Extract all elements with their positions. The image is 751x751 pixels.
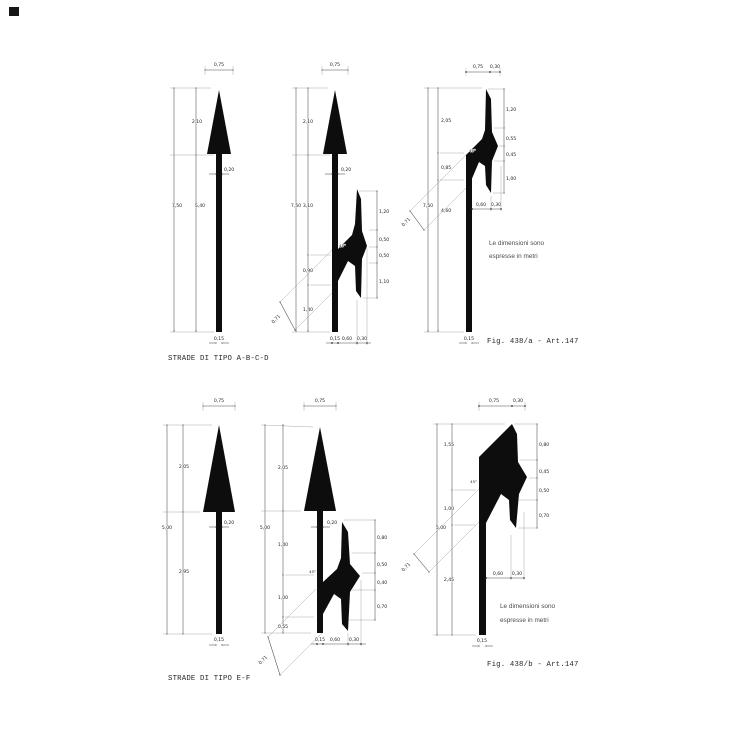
dim-label: 0,75 <box>314 399 326 404</box>
figure-a-caption: Fig. 438/a - Art.147 <box>487 338 579 346</box>
arrow-shaft <box>216 154 222 332</box>
dim-label: 0,55 <box>506 137 517 142</box>
dim-label: 0,50 <box>379 238 390 243</box>
branch-arrow-head <box>323 522 360 631</box>
dim-label: 1,20 <box>506 108 517 113</box>
dim-label: 0,50 <box>377 563 388 568</box>
dim-label: 0,60 <box>341 337 353 342</box>
dim-label: 0,20 <box>327 521 338 526</box>
dim-label: 4,60 <box>441 209 452 214</box>
dim-label: 0,50 <box>539 489 550 494</box>
dim-label: 5,00 <box>259 526 271 531</box>
dim-label: 0,60 <box>492 572 504 577</box>
bent-arrow-head <box>479 424 527 528</box>
dim-label: 0,71 <box>401 562 413 574</box>
dim-label: 5,00 <box>435 526 447 531</box>
angle-label: 45° <box>469 148 476 153</box>
dim-label: 0,75 <box>213 63 225 68</box>
angle-label: 45° <box>470 479 477 484</box>
dim-label: 3,10 <box>302 204 314 209</box>
dim-label: 2,95 <box>178 570 190 575</box>
dim-label: 0,15 <box>329 337 341 342</box>
dim-label: 1,00 <box>277 596 289 601</box>
dim-label: 0,60 <box>329 638 341 643</box>
dim-label: 2,05 <box>441 119 452 124</box>
dim-label: 0,55 <box>277 625 289 630</box>
dim-label: 2,45 <box>443 578 455 583</box>
dim-label: 0,80 <box>539 443 550 448</box>
dim-label: 0,85 <box>441 166 452 171</box>
dim-label: 0,60 <box>475 203 487 208</box>
dim-label: 2,10 <box>191 120 203 125</box>
dim-label: 5,40 <box>194 204 206 209</box>
section-a-title: STRADE DI TIPO A-B-C-D <box>168 355 269 363</box>
dim-label: 7,50 <box>422 204 434 209</box>
dim-label: 0,80 <box>377 536 388 541</box>
arrow-head <box>207 90 231 154</box>
arrow-shaft <box>317 511 323 633</box>
dim-label: 0,71 <box>258 655 270 667</box>
dim-label: 0,30 <box>511 572 523 577</box>
arrow-shaft <box>216 512 222 634</box>
dim-label: 1,20 <box>379 210 390 215</box>
units-note-line1: Le dimensioni sono <box>500 603 556 610</box>
dim-label: 0,75 <box>488 399 500 404</box>
dim-label: 0,45 <box>539 470 550 475</box>
fig-a-straight-arrow <box>170 62 234 343</box>
dim-label: 0,75 <box>329 63 341 68</box>
section-b-title: STRADE DI TIPO E-F <box>168 675 251 683</box>
dim-label: 0,30 <box>348 638 360 643</box>
figure-b-caption: Fig. 438/b - Art.147 <box>487 661 579 669</box>
dim-label: 0,90 <box>302 269 314 274</box>
bent-arrow-head <box>466 89 498 193</box>
dim-label: 0,75 <box>472 65 484 70</box>
dim-label: 1,00 <box>506 177 517 182</box>
arrow-shaft <box>332 154 338 332</box>
dim-label: 0,15 <box>314 638 326 643</box>
dim-label: 0,15 <box>476 639 488 644</box>
dim-label: 0,40 <box>377 581 388 586</box>
dim-label: 0,70 <box>539 514 550 519</box>
dim-label: 0,71 <box>271 314 283 326</box>
dim-label: 0,15 <box>213 337 225 342</box>
angle-label: 45° <box>339 243 346 248</box>
dim-label: 1,10 <box>379 280 390 285</box>
arrow-head <box>323 90 347 154</box>
scan-artifact <box>9 7 19 16</box>
fig-b-combined-arrow <box>258 398 388 675</box>
dim-label: 1,40 <box>302 308 314 313</box>
units-note-line2: espresse in metri <box>500 617 549 624</box>
dim-label: 7,50 <box>171 204 183 209</box>
dim-label: 0,30 <box>489 65 501 70</box>
dim-label: 2,05 <box>178 465 190 470</box>
units-note-line2: espresse in metri <box>489 253 538 260</box>
dim-label: 0,15 <box>213 638 225 643</box>
dim-label: 0,50 <box>379 254 390 259</box>
dim-label: 7,50 <box>290 204 302 209</box>
dim-label: 1,40 <box>277 543 289 548</box>
dim-label: 5,00 <box>161 526 173 531</box>
fig-a-combined-arrow <box>271 62 390 345</box>
dim-label: 0,70 <box>377 605 388 610</box>
dim-label: 0,20 <box>341 168 352 173</box>
dim-label: 1,55 <box>443 443 455 448</box>
dim-label: 0,75 <box>213 399 225 404</box>
dim-label: 1,00 <box>443 507 455 512</box>
dim-label: 0,30 <box>356 337 368 342</box>
dim-label: 0,45 <box>506 153 517 158</box>
dim-label: 0,30 <box>512 399 524 404</box>
dim-label: 2,10 <box>302 120 314 125</box>
dim-label: 0,71 <box>401 217 413 229</box>
arrow-head <box>203 425 235 512</box>
units-note-line1: Le dimensioni sono <box>489 240 545 247</box>
dim-label: 0,20 <box>224 168 235 173</box>
fig-b-straight-arrow <box>162 398 235 645</box>
fig-a-turn-arrow <box>401 64 517 343</box>
dim-label: 2,05 <box>277 466 289 471</box>
angle-label: 45° <box>309 569 316 574</box>
dim-label: 0,30 <box>490 203 502 208</box>
arrow-head <box>304 427 336 511</box>
dim-label: 0,20 <box>224 521 235 526</box>
dim-label: 0,15 <box>463 337 475 342</box>
